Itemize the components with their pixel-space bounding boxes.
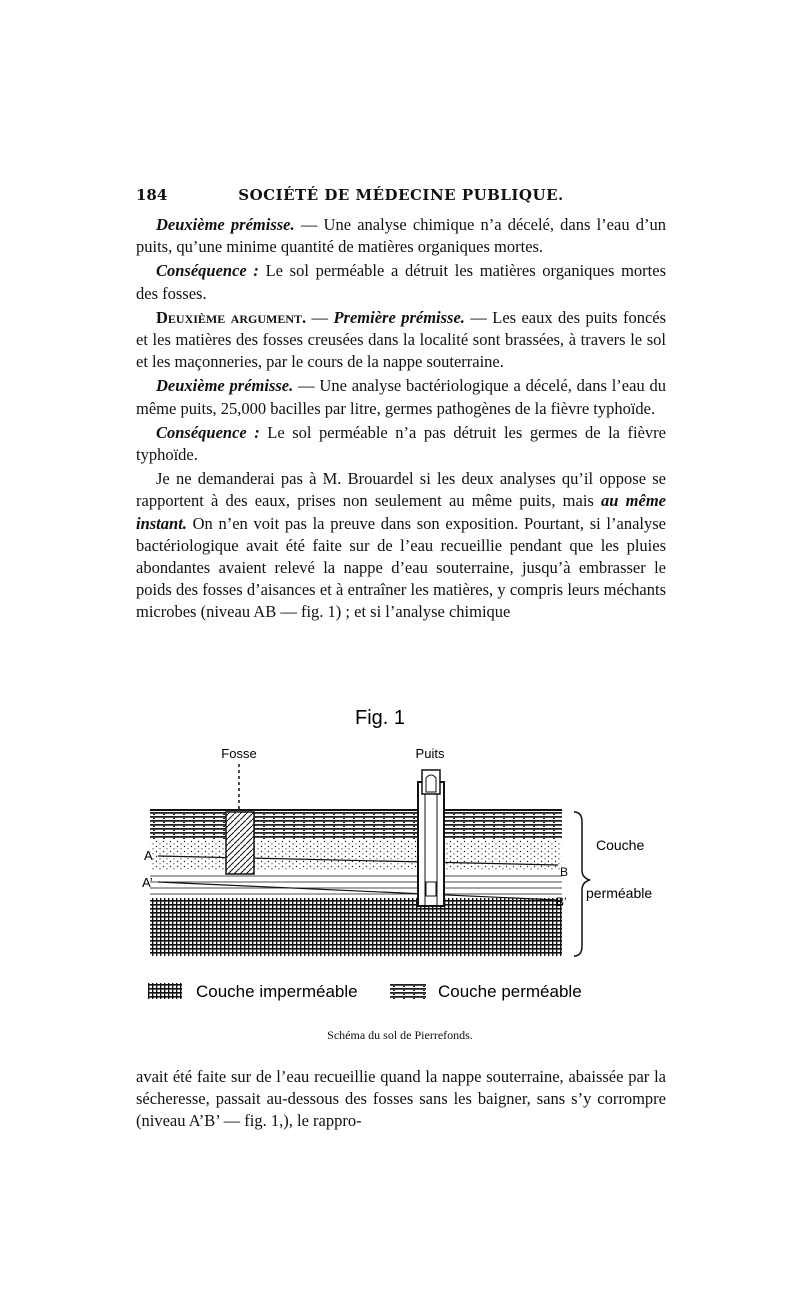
paragraph: avait été faite sur de l’eau recueillie quand la nappe souterraine, abaissée par la sécheresse, passait au-dessous des fosses sans les baigner, sans s’y corrompre (niveau A’B’ — fig. 1,), le rappro- — [136, 1067, 666, 1131]
figure-soil-diagram — [120, 700, 680, 1010]
label-b: B — [560, 865, 569, 879]
body-text-top — [136, 214, 666, 626]
paragraph-text: Le sol perméable a détruit les matières organiques mortes des fosses. — [136, 261, 666, 303]
dash: — — [306, 307, 334, 327]
paragraph-text: — Une analyse chimique n’a décelé, dans l’eau d’un puits, qu’une minime quantité de matières organiques mortes. — [136, 215, 667, 257]
legend-swatch-permeable — [390, 983, 426, 999]
paragraph-lead: Deuxième prémisse. — [156, 215, 295, 234]
paragraph-lead: Conséquence : — [156, 422, 260, 442]
figure-caption: Schéma du sol de Pierrefonds. — [327, 1028, 473, 1042]
brace-label-permeable: perméable — [586, 885, 653, 901]
paragraph-text: — Les eaux des puits foncés et les matières des fosses creusées dans la localité sont brassées, à travers le sol et les maçonneries, par le cours de la nappe souterraine. — [136, 307, 667, 372]
paragraph-lead: Première prémisse. — [333, 307, 465, 327]
puits-bucket — [426, 882, 436, 896]
paragraph — [136, 214, 666, 258]
fosse-pit — [226, 812, 254, 874]
label-b-prime: B’ — [556, 895, 567, 909]
figure-title: Fig. 1 — [354, 707, 406, 729]
paragraph-text: Je ne demanderai pas à M. Brouardel si les deux analyses qu’il oppose se rapportent à des eaux, prises non seulement au même puits, mais — [136, 469, 666, 511]
legend-impermeable: Couche imperméable — [196, 982, 358, 1001]
paragraph — [136, 468, 666, 623]
puits-bucket-top — [422, 770, 440, 794]
label-a-prime: A’ — [142, 875, 153, 890]
legend-swatch-impermeable — [148, 983, 182, 999]
label-a: A — [144, 848, 153, 863]
paragraph-text: — Une analyse bactériologique a décelé, dans l’eau du même puits, 25,000 bacilles par litre, germes pathogènes de la fièvre typhoïde. — [136, 376, 667, 418]
emphasis: au même instant. — [136, 491, 666, 533]
legend-permeable: Couche perméable — [438, 982, 582, 1001]
body-text-bottom — [136, 1066, 666, 1135]
paragraph-text: Le sol perméable n’a pas détruit les germes de la fièvre typhoïde. — [136, 422, 666, 465]
section-heading: Deuxième argument. — [156, 307, 307, 327]
topsoil-layer — [150, 810, 562, 840]
brace-label-couche: Couche — [596, 837, 645, 853]
paragraph-lead: Deuxième prémisse. — [156, 376, 294, 396]
paragraph — [136, 375, 666, 419]
permeable-layer — [150, 840, 562, 870]
page-number: 184 — [136, 186, 168, 204]
paragraph-text: On n’en voit pas la preuve dans son exposition. Pourtant, si l’analyse bactériologique avait été faite sur de l’eau recueillie pendant que les pluies abondantes avaient relevé la nappe d’eau souterraine, jusqu’à embrasser le poids des fosses d’aisances et à entraîner les matières, y compris leurs méchants microbes (niveau AB — fig. 1) ; et si l’analyse chimique — [136, 513, 666, 622]
brace — [574, 812, 590, 956]
label-puits: Puits — [415, 746, 445, 761]
impermeable-layer — [150, 898, 562, 956]
paragraph — [136, 422, 666, 466]
label-fosse: Fosse — [221, 746, 257, 761]
running-title: SOCIÉTÉ DE MÉDECINE PUBLIQUE. — [238, 186, 564, 204]
paragraph-lead: Conséquence : — [156, 261, 259, 281]
paragraph — [136, 307, 666, 374]
soil-diagram — [120, 700, 680, 1010]
page-header — [136, 186, 666, 208]
paragraph — [136, 260, 666, 304]
